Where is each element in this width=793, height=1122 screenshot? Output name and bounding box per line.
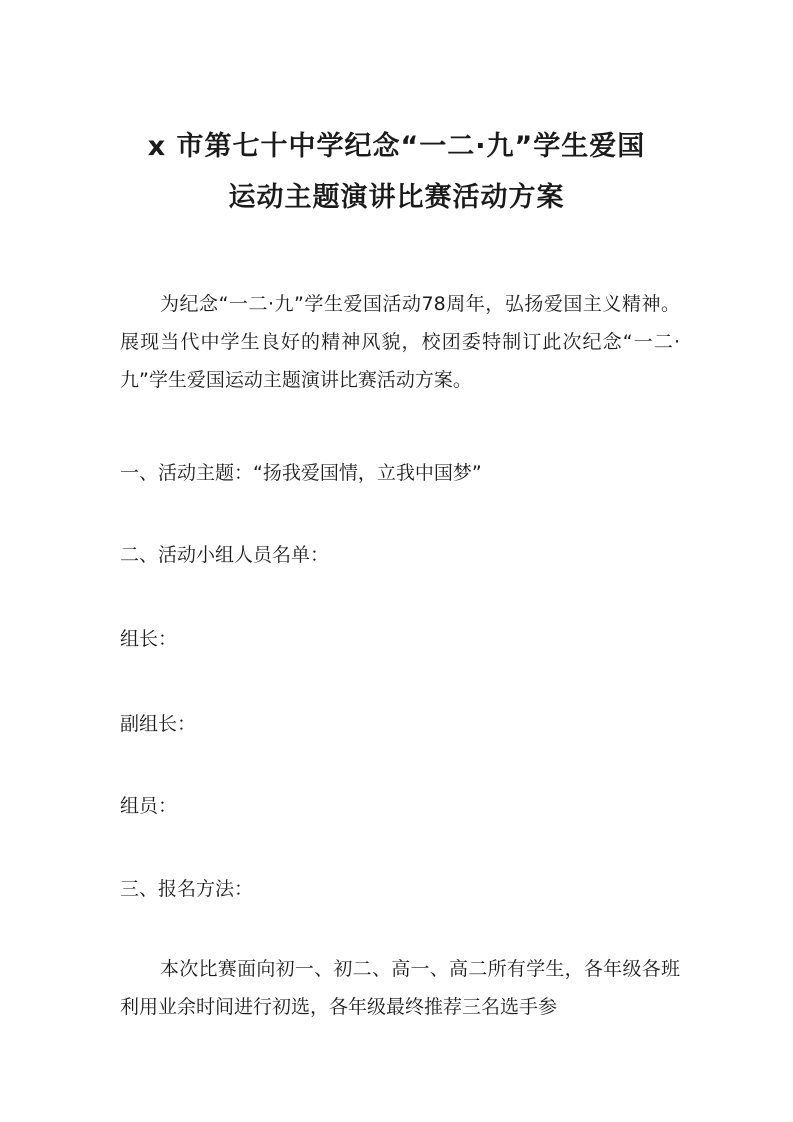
leader-label: 组长： — [120, 628, 178, 650]
intro-paragraph: 为纪念“一二·九”学生爱国活动78周年，弘扬爱国主义精神。展现当代中学生良好的精神风貌，校团委特制订此次纪念“一二·九”学生爱国运动主题演讲比赛活动方案。 — [120, 293, 680, 391]
section-registration-heading: 三、报名方法： — [120, 878, 254, 900]
registration-paragraph: 本次比赛面向初一、初二、高一、高二所有学生，各年级各班利用业余时间进行初选，各年级最终推荐三名选手参 — [120, 958, 680, 1018]
document-title-line-1: x 市第七十中学纪念“一二·九”学生爱国 — [147, 131, 646, 162]
section-theme-heading: 一、活动主题：“扬我爱国情，立我中国梦” — [120, 462, 482, 484]
document-title-line-2: 运动主题演讲比赛活动方案 — [228, 182, 565, 213]
vice-leader-label: 副组长： — [120, 713, 197, 735]
members-label: 组员： — [120, 795, 178, 817]
section-team-heading: 二、活动小组人员名单： — [120, 544, 330, 566]
